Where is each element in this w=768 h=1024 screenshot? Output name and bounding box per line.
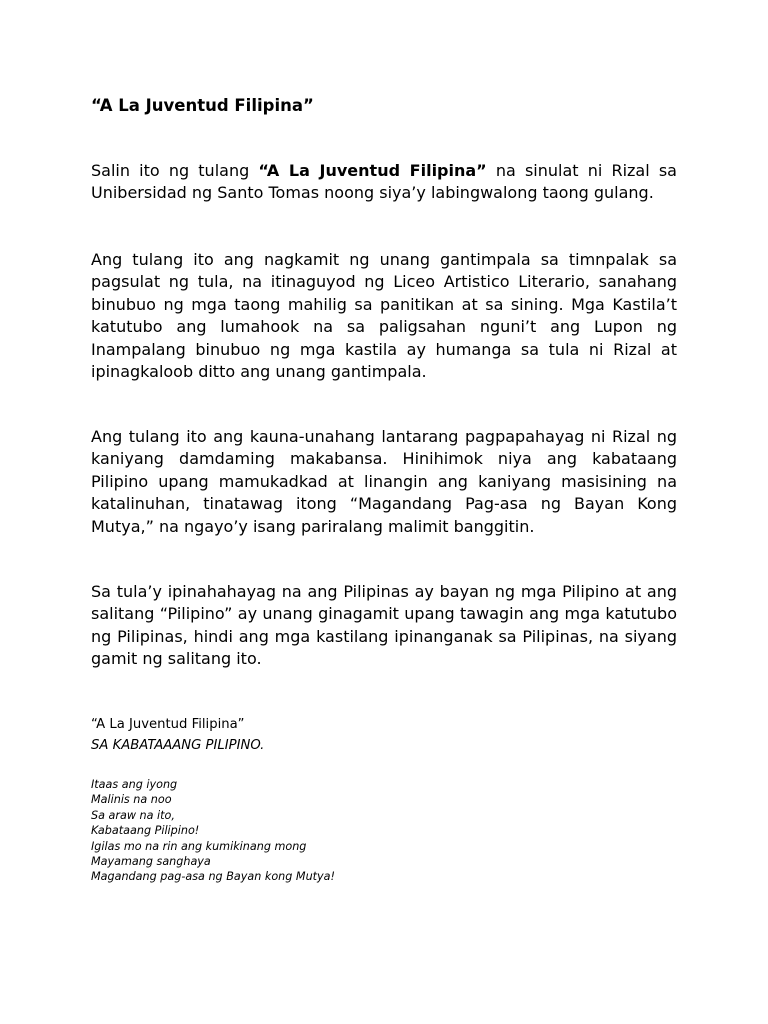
paragraph-intro-lead: Salin ito ng tulang — [91, 161, 259, 180]
poem-line: Magandang pag-asa ng Bayan kong Mutya! — [91, 870, 336, 884]
paragraph-award: Ang tulang ito ang nagkamit ng unang gantimpala sa timnpalak sa pagsulat ng tula, na itinaguyod ng Liceo Artistico Literario, sanahang binubuo ng mga taong mahilig sa panitikan at sa sining. Mga Kastila’t katutubo ang lumahook na sa paligsahan nguni’t ang Lupon ng Inampalang binubuo ng mga kastila ay humanga sa tula ni Rizal at ipinagkaloob ditto ang unang gantimpala. — [91, 250, 677, 382]
paragraph-nationalism: Ang tulang ito ang kauna-unahang lantarang pagpapahayag ni Rizal ng kaniyang damdaming makabansa. Hinihimok niya ang kabataang Pilipino upang mamukadkad at linangin ang kaniyang masisining na katalinuhan, tinatawag itong “Magandang Pag-asa ng Bayan Kong Mutya,” na ngayo’y isang pariralang malimit banggitin. — [91, 427, 677, 536]
poem-line: Kabataang Pilipino! — [91, 824, 200, 838]
paragraph-filipino-term: Sa tula’y ipinahahayag na ang Pilipinas ay bayan ng mga Pilipino at ang salitang “Pilipino” ay unang ginagamit upang tawagin ang mga katutubo ng Pilipinas, hindi ang mga kastilang ipinanganak sa Pilipinas, na siyang gamit ng salitang ito. — [91, 582, 677, 669]
poem-line: Itaas ang iyong — [91, 778, 178, 791]
poem-line: Mayamang sanghaya — [91, 855, 211, 869]
poem-line: Sa araw na ito, — [91, 808, 175, 822]
paragraph-intro-rest: na sinulat ni Rizal sa Unibersidad ng Santo Tomas noong siya’y labingwalong taong gulang. — [91, 161, 677, 203]
paragraph-intro — [91, 160, 677, 205]
poem-subheading: SA KABATAAANG PILIPINO. — [91, 738, 265, 753]
poem-heading: “A La Juventud Filipina” — [91, 717, 245, 732]
poem-line: Igilas mo na rin ang kumikinang mong — [91, 839, 307, 853]
poem-title-bold: “A La Juventud Filipina” — [258, 161, 487, 180]
poem-line: Malinis na noo — [91, 793, 172, 807]
poem-stanza — [91, 777, 335, 885]
document-title: “A La Juventud Filipina” — [91, 96, 314, 115]
